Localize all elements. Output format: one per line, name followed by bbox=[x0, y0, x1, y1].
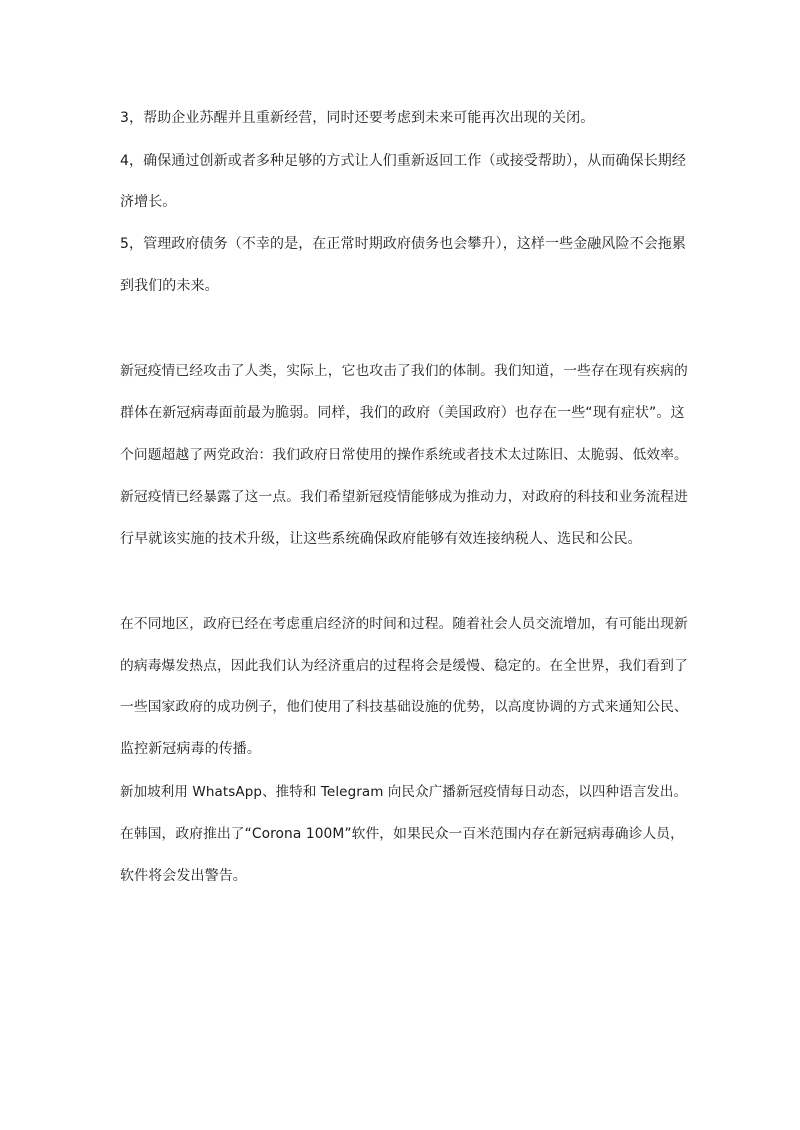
paragraph-1-line-1: 新冠疫情已经攻击了人类，实际上，它也攻击了我们的体制。我们知道，一些存在现有疾病的 bbox=[120, 363, 688, 379]
paragraph-2-line-4: 监控新冠病毒的传播。 bbox=[120, 741, 261, 757]
paragraph-1-line-3: 个问题超越了两党政治：我们政府日常使用的操作系统或者技术太过陈旧、太脆弱、低效率。 bbox=[120, 447, 688, 463]
paragraph-2-line-1: 在不同地区，政府已经在考虑重启经济的时间和过程。随着社会人员交流增加，有可能出现新 bbox=[120, 616, 688, 632]
list-item-4-line-2: 济增长。 bbox=[120, 194, 177, 210]
list-item-3: 3，帮助企业苏醒并且重新经营，同时还要考虑到未来可能再次出现的关闭。 bbox=[120, 110, 595, 126]
paragraph-1-line-2: 群体在新冠病毒面前最为脆弱。同样，我们的政府（美国政府）也存在一些“现有症状”。这 bbox=[120, 405, 685, 421]
paragraph-1-line-5: 行早就该实施的技术升级，让这些系统确保政府能够有效连接纳税人、选民和公民。 bbox=[120, 531, 642, 547]
paragraph-3-line-2: 在韩国，政府推出了“Corona 100M”软件，如果民众一百米范围内存在新冠病毒确诊人员， bbox=[120, 826, 684, 842]
list-item-4-line-1: 4，确保通过创新或者多种足够的方式让人们重新返回工作（或接受帮助），从而确保长期经 bbox=[120, 153, 687, 169]
paragraph-3-line-1: 新加坡利用 WhatsApp、推特和 Telegram 向民众广播新冠疫情每日动态，以四种语言发出。 bbox=[120, 784, 688, 800]
paragraph-2-line-2: 的病毒爆发热点，因此我们认为经济重启的过程将会是缓慢、稳定的。在全世界，我们看到了 bbox=[120, 658, 688, 674]
list-item-5-line-2: 到我们的未来。 bbox=[120, 278, 219, 294]
paragraph-2-line-3: 一些国家政府的成功例子，他们使用了科技基础设施的优势，以高度协调的方式来通知公民、 bbox=[120, 699, 688, 715]
paragraph-1-line-4: 新冠疫情已经暴露了这一点。我们希望新冠疫情能够成为推动力，对政府的科技和业务流程进 bbox=[120, 489, 688, 505]
list-item-5-line-1: 5，管理政府债务（不幸的是，在正常时期政府债务也会攀升），这样一些金融风险不会拖累 bbox=[120, 236, 687, 252]
paragraph-3-line-3: 软件将会发出警告。 bbox=[120, 868, 247, 884]
